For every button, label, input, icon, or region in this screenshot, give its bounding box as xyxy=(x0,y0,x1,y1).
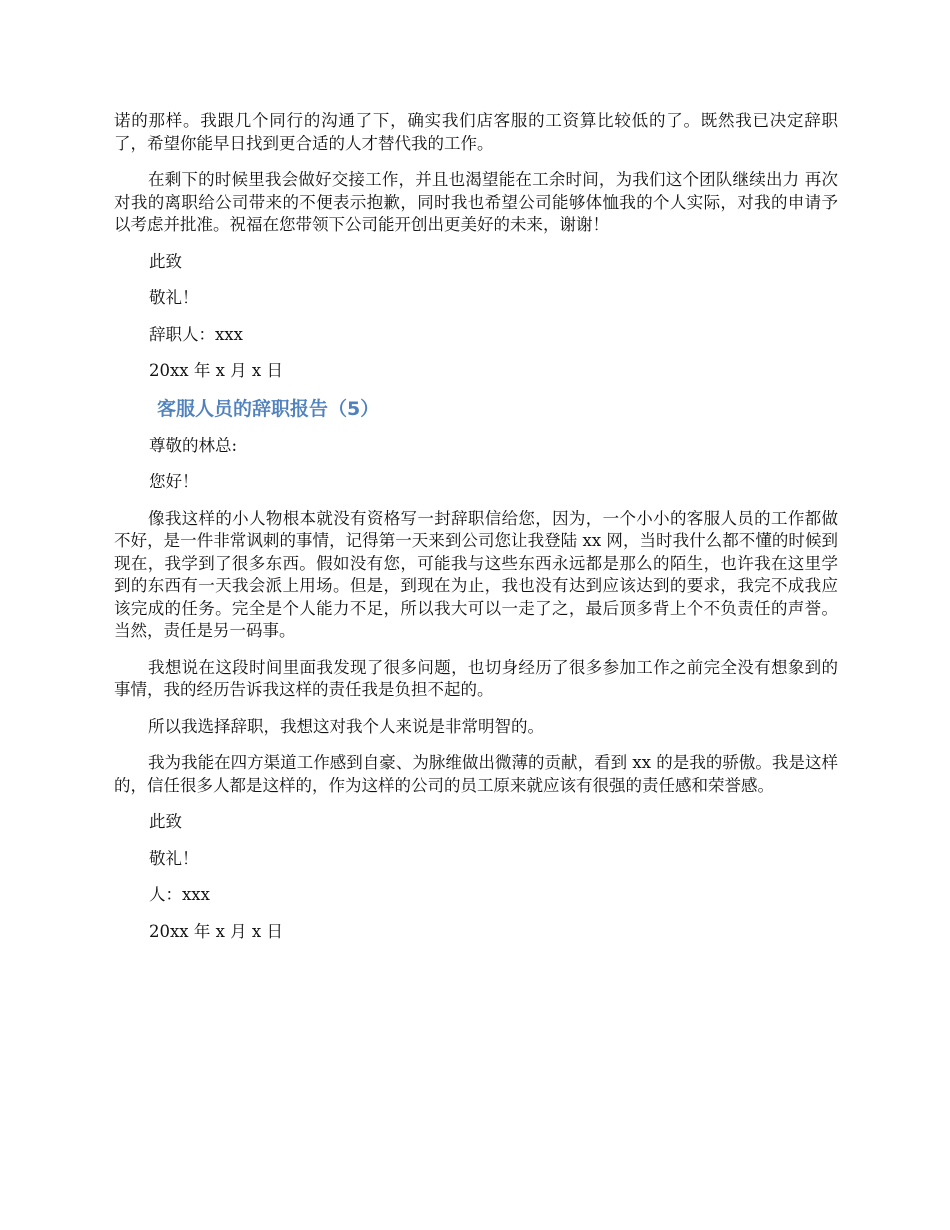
closing-line-1: 此致 xyxy=(149,251,182,271)
section-heading: 客服人员的辞职报告（5） xyxy=(157,397,380,420)
paragraph-body-2: 我想说在这段时间里面我发现了很多问题，也切身经历了很多参加工作之前完全没有想象到的事情，我的经历告诉我这样的责任我是负担不起的。 xyxy=(114,657,838,699)
greeting-line: 您好！ xyxy=(149,472,199,491)
signature-line: 辞职人：xxx xyxy=(149,324,243,344)
paragraph-body-4: 我为我能在四方渠道工作感到自豪、为脉维做出微薄的贡献，看到 xx 的是我的骄傲。我是这样的，信任很多人都是这样的，作为这样的公司的员工原来就应该有很强的责任感和荣誉感。 xyxy=(114,753,838,795)
closing-line-2: 敬礼！ xyxy=(149,288,199,307)
signature-line: 人：xxx xyxy=(149,885,210,904)
paragraph-body-1: 像我这样的小人物根本就没有资格写一封辞职信给您，因为，一个小小的客服人员的工作都做不好，是一件非常讽刺的事情，记得第一天来到公司您让我登陆 xx 网，当时我什么都不懂的时候到现在，我学到了很多东西。假如没有您，可能我与这些东西永远都是那么的陌生，也许我在这里学到的东西有一天我会派上用场。但是，到现在为止，我也没有达到应该达到的要求，我完不成我应该完成的任务。完全是个人能力不足，所以我大可以一走了之，最后顶多背上个不负责任的声誉。当然，责任是另一码事。 xyxy=(114,508,838,640)
paragraph-body-3: 所以我选择辞职，我想这对我个人来说是非常明智的。 xyxy=(148,716,544,736)
paragraph-continued: 诺的那样。我跟几个同行的沟通了下，确实我们店客服的工资算比较低的了。既然我已决定辞职了，希望你能早日找到更合适的人才替代我的工作。 xyxy=(114,111,838,153)
date-line: 20xx 年 x 月 x 日 xyxy=(149,921,283,941)
paragraph-handover: 在剩下的时候里我会做好交接工作，并且也渴望能在工余时间，为我们这个团队继续出力 再次对我的离职给公司带来的不便表示抱歉，同时我也希望公司能够体恤我的个人实际，对我的申请予以考虑并批准。祝福在您带领下公司能开创出更美好的未来，谢谢！ xyxy=(114,170,838,234)
closing-line-2: 敬礼！ xyxy=(149,848,199,868)
salutation-line: 尊敬的林总: xyxy=(149,435,238,455)
date-line: 20xx 年 x 月 x 日 xyxy=(149,361,283,380)
closing-line-1: 此致 xyxy=(149,812,182,831)
